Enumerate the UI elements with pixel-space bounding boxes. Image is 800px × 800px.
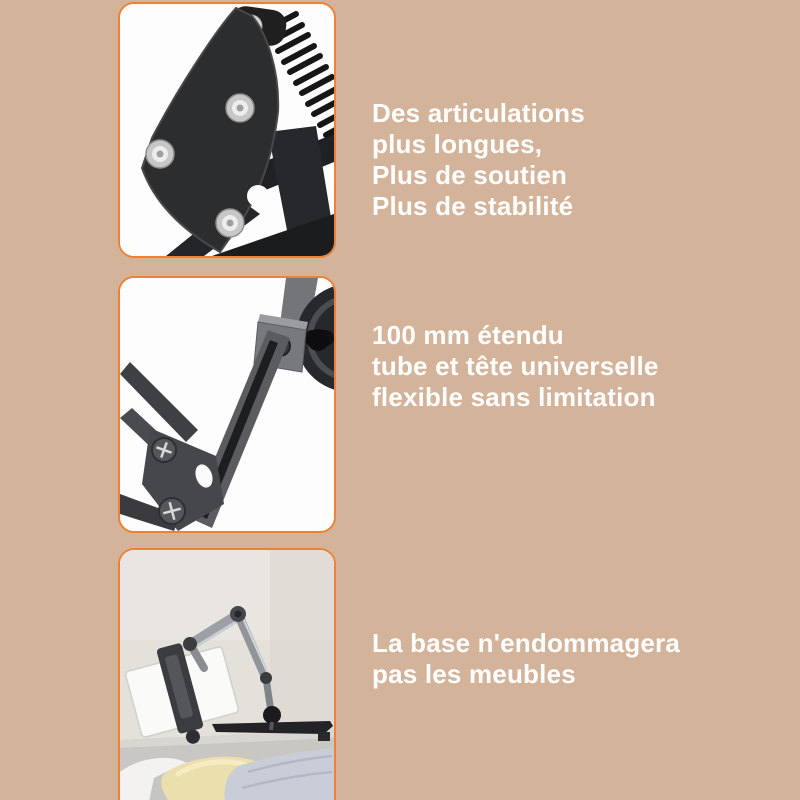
caption-extended-tube	[372, 320, 772, 413]
photo-card-bed-scene	[118, 548, 336, 800]
caption-line: Plus de soutien	[372, 160, 568, 190]
product-photo-universal-head	[120, 278, 334, 531]
caption-line: tube et tête universelle	[372, 351, 659, 381]
caption-line: La base n'endommagera	[372, 628, 681, 658]
cross-screw	[159, 498, 185, 524]
caption-line: Des articulations	[372, 98, 585, 128]
product-photo-articulation-closeup	[120, 4, 334, 256]
photo-card-articulation	[118, 2, 336, 258]
hex-bolt	[146, 140, 174, 168]
cross-screw	[152, 438, 176, 462]
caption-line: pas les meubles	[372, 659, 576, 689]
caption-line: plus longues,	[372, 129, 543, 159]
wall-shade	[270, 550, 334, 750]
plate-hole	[247, 185, 269, 207]
hex-bolt	[216, 209, 244, 237]
caption-line: Plus de stabilité	[372, 191, 574, 221]
hex-bolt	[226, 94, 254, 122]
caption-line: 100 mm étendu	[372, 320, 564, 350]
caption-articulations	[372, 98, 772, 222]
caption-line: flexible sans limitation	[372, 382, 656, 412]
photo-card-universal-head	[118, 276, 336, 533]
caption-base-protection	[372, 628, 772, 690]
product-photo-bed-scene	[120, 550, 334, 800]
